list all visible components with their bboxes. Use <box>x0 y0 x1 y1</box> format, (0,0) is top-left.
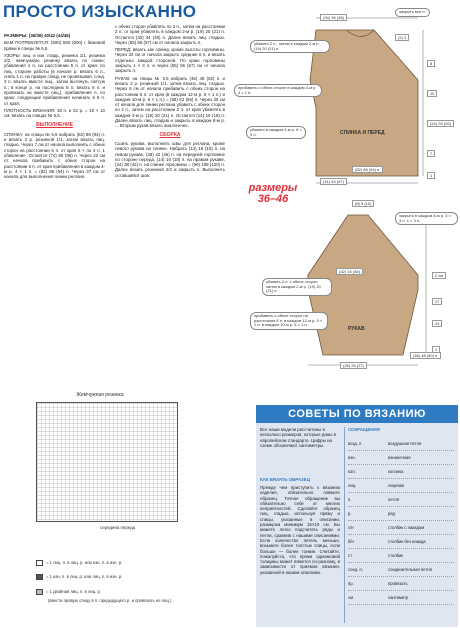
middle-text-column <box>115 24 225 180</box>
sleeve-2cm-label: 2 см <box>432 272 446 279</box>
abbreviations-list <box>348 437 454 605</box>
abbreviation-term: изн. <box>348 455 356 460</box>
abbreviation-term: см <box>348 595 353 600</box>
assembly-heading: СБОРКА <box>159 131 181 138</box>
back-front-title: СПИНКА И ПЕРЕД <box>340 130 385 136</box>
tips-panel <box>256 405 458 627</box>
abbreviation-row <box>348 577 454 591</box>
tips-title-bar <box>256 405 458 423</box>
seg-height-7: 7 <box>427 150 435 157</box>
abbreviation-meaning: лицевая <box>388 483 405 488</box>
sleeve-1-label: 1 <box>432 346 440 353</box>
chart-center-label: середина переда <box>100 525 136 530</box>
right-height-label: (24) 25 (26) <box>427 120 454 127</box>
legend-purl-icon <box>36 574 43 580</box>
neck-depth-label: (2) 3 <box>395 34 409 41</box>
abbreviation-row <box>348 521 454 535</box>
sleeve-text: РУКАВ: на спицы № 5,5 набрать (46) 48 (52) п. и вязать 2 р. резинкой 1/1, затем вязать лиц. гладью. Через 6 см от начала прибавить с обеих сторон на расстоянии 6 п. от края (в каждом 12-м р. 5 × 1 п.) и каждом 10-м р. 6 × 1 п.) = (58) 62 (66) п. Через 30 см от начала для линии реглана убавить с обеих сторон по 2 п., затем на расстоянии 2 п. от края убавлять в каждом 2-м р. (19) 20 (21) п. Остается (14) 16 (18) п. Далее вязать лиц. гладью и закрыть в каждом 8-м р. ... Вторым рукав вязать аналогично. <box>115 75 225 129</box>
size-banner-line2: 36–46 <box>257 193 289 205</box>
sleeve-width-label: (32) 34 (36) <box>336 268 363 275</box>
abbreviation-term: п. <box>348 497 352 502</box>
front-text: ПЕРЕД: вязать как спинку, кроме высоты горловины. Через 32 см от начала закрыть средние 6 п. и вязать отдельно каждой стороной. По краю горловины закрыть 1 × 3 п. и через (55) 56 (57) см от начала закрыть п. <box>115 47 225 74</box>
raglan-decrease-label: убавить 2 п., затем в каждом 2-м р. (19) 20 (21) п. <box>250 40 330 53</box>
abbreviation-meaning: ряд <box>388 511 395 516</box>
page-title: ПРОСТО ИЗЫСКАННО <box>3 2 197 21</box>
abbreviation-row <box>348 563 454 577</box>
seg-height-15: 15 <box>427 90 437 97</box>
sleeve-increase-label: прибавить с обеих сторон на расстоянии 6 п. в каждом 12-м р. 5 × 1 п. в каждом 10-м р. 6 × 1 п. <box>250 312 328 330</box>
abbreviation-meaning: столбик без накида <box>388 539 426 544</box>
sample-heading: КАК ВЯЗАТЬ ОБРАЗЕЦ <box>260 477 310 482</box>
execution-heading: ВЫПОЛНЕНИЕ <box>36 122 73 129</box>
abbreviation-term: б/н <box>348 539 354 544</box>
abbreviation-meaning: столбик с накидом <box>388 525 425 530</box>
seg-height-1: 1 <box>427 172 435 179</box>
sleeve-title: РУКАВ <box>348 326 365 332</box>
tips-divider <box>344 427 345 623</box>
density-text: ПЛОТНОСТЬ ВЯЗАНИЯ: 18 п. и 22 р. = 10 × 10 см; вязать на спицах № 5,5. <box>4 107 105 119</box>
abbreviation-term: с/н <box>348 525 354 530</box>
legend-knit-icon <box>36 560 43 566</box>
abbreviation-meaning: воздушная петля <box>388 441 422 446</box>
side-increase-label: прибавить с обеих сторон в каждом 4-м р. 4 × 1 п. <box>234 84 322 97</box>
patterns-text: УЗОРЫ: лиц. и изн. гладь, резинка 1/1, резинка 2/2, жемчужную резинку вязать по схеме; убавления 4 п. на расстоянии 6 п. от края: по лиц. стороне работы (в начале р. вязать 6 п., снять 1 п. на правую спицу, не провязывая, след. 3 п. вязать вместе лиц., затем вытянуть снятую п.; в конце р. на последних 8 п. вязать 6 п. и провязать их вместе лиц.); прибавления п. по краю: следующие прибавления начинать в 6 п. от края; <box>4 52 105 106</box>
materials-text: ВАМ ПОТРЕБУЕТСЯ: (500) 550 (600) г бежевой пряжи и спицы № 5,5. <box>4 40 105 51</box>
back-text: СПИНКА: на спицы № 5,5 набрать (82) 88 (94) п. и вязать 2 р. резинкой 1/1, затем вязать лиц. гладью. Через 7 см от начала выполнить с обеих сторон на расстоянии 6 п. от края 8 × по 4 п. 1 убавление. Остается (74) 80 (86) п. Через 22 см от начала прибавить с обеих сторон на расстоянии 6 п. от края прибавления в каждом 4-м р. 4 × 1 п. = (82) 88 (94) п. Через 37 см от начала для выполнения линии реглана <box>4 131 105 180</box>
tips-intro: Все наши модели рассчитаны в несколько размеров, которые даны в европейском стандарте. Цифры на схеме обозначают сантиметры. <box>260 427 336 448</box>
abbreviation-row <box>348 591 454 605</box>
abbreviation-term: р. <box>348 511 352 516</box>
sleeve-24-label: 24 <box>432 320 442 327</box>
abbreviation-row <box>348 507 454 521</box>
sleeve-bottom-label: (25) 26 (27) <box>340 362 367 369</box>
abbreviation-meaning: столбик <box>388 553 404 558</box>
abbreviation-meaning: провязать <box>388 581 408 586</box>
legend-row-3: = 1 двойная лиц. п. в лиц. р. <box>36 589 101 595</box>
left-text-column <box>4 33 105 181</box>
abbreviation-meaning: изнаночная <box>388 455 411 460</box>
abbreviation-row <box>348 451 454 465</box>
close-all-label: закрыть все п. <box>395 8 430 17</box>
abbreviation-term: лиц. <box>348 483 357 488</box>
size-banner-line1: размеры <box>248 182 298 194</box>
abbreviation-term: возд. п. <box>348 441 363 446</box>
sleeve-top-label: (8) 9 (10) <box>352 200 374 207</box>
sizes-text: РАЗМЕРЫ: (36/38) 40/42 (44/46) <box>4 33 71 38</box>
tips-title: СОВЕТЫ ПО ВЯЗАНИЮ <box>288 408 426 420</box>
seg-height-8: 8 <box>427 60 435 67</box>
abbreviation-term: соед. п. <box>348 567 363 572</box>
abbreviation-row <box>348 437 454 451</box>
side-decrease-label: убавить в каждом 4-м р. 8 × 4 п. <box>246 126 306 139</box>
bottom-width-label: (41) 44 (47) <box>320 178 347 185</box>
chart-title: Жемчужная резинка <box>76 392 124 398</box>
legend-row-2: = 1 изн. п. в лиц. р. или лиц. п. в изн. р. <box>36 574 122 580</box>
abbreviation-row <box>348 549 454 563</box>
abbreviation-term: пр. <box>348 581 354 586</box>
abbreviation-row <box>348 493 454 507</box>
abbreviation-row <box>348 479 454 493</box>
sleeve-raglan-label: убавить 2 п. с обеих сторон, затем в каждом 2-м р. (19) 20 (21) п. <box>262 278 332 296</box>
legend-row-4: (ввести правую спицу в п. предыдущего р. и провязать ее лиц.) <box>48 598 172 603</box>
abbreviation-meaning: колонка <box>388 469 404 474</box>
abbreviation-term: ст. <box>348 553 353 558</box>
abbreviation-meaning: соединительная петля <box>388 567 432 572</box>
abbreviations-heading: СОКРАЩЕНИЯ <box>348 427 380 432</box>
legend-row-1: = 1 лиц. п. в лиц. р. или изн. п. в изн. р. <box>36 560 122 566</box>
sleeve-stitch-label: (46) 48 (50) п. <box>410 352 441 359</box>
back-continued-text: с обеих сторон убавлять по 2 п., затем на расстоянии 2 п. от края убавлять в каждом 2-м р. (19) 20 (21) п. Остается (40) 44 (48) п. Далее вязать лиц. гладью. Через (55) 56 (57) см от начала закрыть п. <box>115 24 225 45</box>
top-width-label: (34) 36 (38) <box>320 14 347 21</box>
sleeve-27-label: 27 <box>432 298 442 305</box>
abbreviation-row <box>348 535 454 549</box>
back-front-diagram <box>228 8 458 188</box>
stitch-chart-grid <box>36 402 178 522</box>
abbreviation-row <box>348 465 454 479</box>
sample-text: Прежде чем приступить к вязанию изделия, обязательно свяжите образец. Точное обращение вы обязательно себе от многих неприятностей. Сделайте образец лиц. гладью, используя пряжу и спицы, указанные в описании, размером минимум 15×10 см. Вы можете легко подсчитать ряды и петли, сравнив с нашими описаниями. Если количество петель меньше, возьмите более толстые спицы, если больше — более тонкие. Считайте, пожалуйста, что пряжи одинаковой толщины может вяжется по-разному, в зависимости от приемов вязания, указанной в нашем описании. <box>260 485 340 575</box>
abbreviation-term: кол. <box>348 469 356 474</box>
abbreviation-meaning: сантиметр <box>388 595 409 600</box>
stitch-count-label: (82) 88 (94) п. <box>352 166 383 173</box>
assembly-text: Сшить рукава, выполнить швы для реглана, кроме левого рукава на спинке. Набрать (14) 16 (18) п. на левом рукаве, (38) 42 (46) п. на передней горловине по стороне переда, (14) 16 (18) п. на правом рукаве, (34) 38 (42) п. на спинке горловины = (96) 108 (120) п. Далее вязать резинкой 2/2 и закрыть п. Выполнить оставшийся шов. <box>115 140 225 178</box>
abbreviation-meaning: петля <box>388 497 399 502</box>
sleeve-close-label: закрыть в каждом 8-м р. 3 × 3 п. 1 × 3 п. <box>395 212 458 225</box>
legend-double-icon <box>36 589 43 595</box>
